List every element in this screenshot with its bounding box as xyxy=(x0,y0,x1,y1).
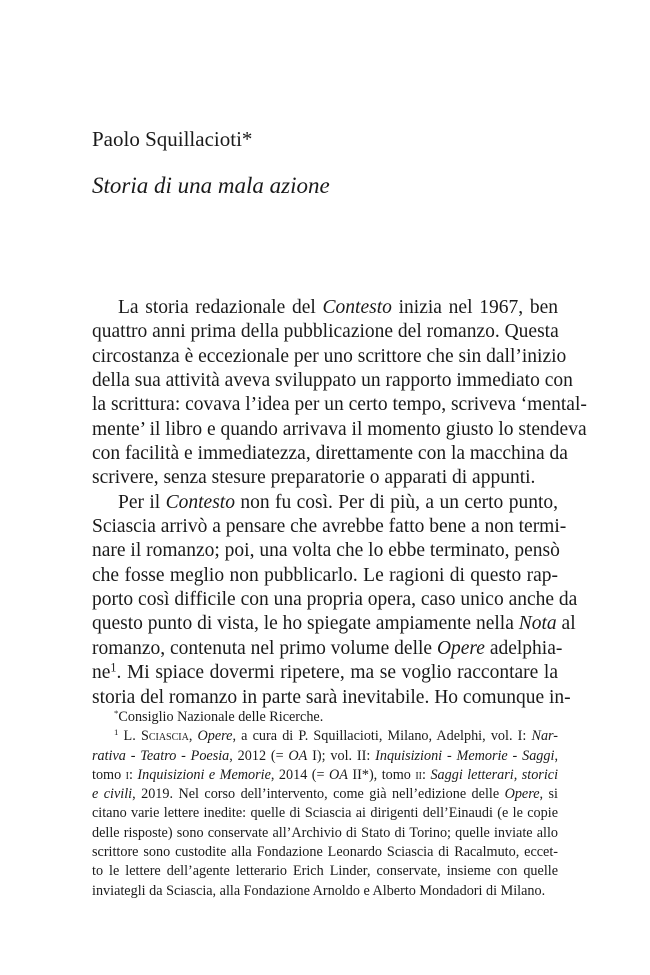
footnote-line: citano varie lettere inedite: quelle di Sciascia ai dirigenti dell’Einaudi (e le copie xyxy=(92,805,558,822)
footnote-ref[interactable]: 1 xyxy=(110,660,117,675)
text-line: con facilità e immediatezza, direttamente con la macchina da xyxy=(92,443,568,465)
text-line: romanzo, contenuta nel primo volume delle Opere adelphia- xyxy=(92,637,563,659)
text-line: scrivere, senza stesure preparatorie o apparati di appunti. xyxy=(92,467,536,489)
text-line: nare il romanzo; poi, una volta che lo ebbe terminato, pensò xyxy=(92,540,560,562)
text-line: della sua attività aveva sviluppato un rapporto immediato con xyxy=(92,370,573,392)
text-line: Per il Contesto non fu così. Per di più, a un certo punto, xyxy=(118,491,558,513)
text-line: che fosse meglio non pubblicarlo. Le ragioni di questo rap- xyxy=(92,564,558,586)
text-line: questo punto di vista, le ho spiegate ampiamente nella Nota al xyxy=(92,613,576,635)
body-text xyxy=(92,296,587,710)
footnote-line: tomo i: Inquisizioni e Memorie, 2014 (= OA II*), tomo ii: Saggi letterari, storici xyxy=(92,766,559,783)
footnote-star: *Consiglio Nazionale delle Ricerche. xyxy=(114,708,324,725)
footnote-line: inviategli da Sciascia, alla Fondazione Arnoldo e Alberto Mondadori di Milano. xyxy=(92,882,546,899)
text-line: mente’ il libro e quando arrivava il momento giusto lo stendeva xyxy=(92,418,587,440)
text-line: circostanza è eccezionale per uno scrittore che sin dall’inizio xyxy=(92,345,567,367)
article-title: Storia di una mala azione xyxy=(92,173,330,198)
footnotes xyxy=(92,708,558,901)
author-name: Paolo Squillacioti* xyxy=(92,127,253,151)
footnote-line: rativa - Teatro - Poesia, 2012 (= OA I); vol. II: Inquisizioni - Memorie - Saggi, xyxy=(92,747,558,764)
text-line: quattro anni prima della pubblicazione del romanzo. Questa xyxy=(92,321,559,343)
footnote-line: delle risposte) sono conservate all’Archivio di Stato di Torino; quelle inviate allo xyxy=(92,824,558,841)
footnote-line: scrittore sono custodite alla Fondazione Leonardo Sciascia di Racalmuto, eccet- xyxy=(92,844,558,861)
text-line: $ne^1$. Mi spiace dovermi ripetere, ma se voglio raccontare la xyxy=(92,660,558,684)
text-line: porto così difficile con una propria opera, caso unico anche da xyxy=(92,589,578,611)
text-line: storia del romanzo in parte sarà inevitabile. Ho comunque in- xyxy=(92,686,571,708)
footnote-1: $^1$ L. Sciascia, Opere, a cura di P. Squillacioti, Milano, Adelphi, vol. I: Nar- xyxy=(114,727,559,745)
footnote-line: to le lettere dell’agente letterario Erich Linder, conservate, insieme con quelle xyxy=(92,863,558,880)
footnote-line: e civili, 2019. Nel corso dell’intervento, come già nell’edizione delle Opere, si xyxy=(92,786,558,803)
text-line: la scrittura: covava l’idea per un certo tempo, scriveva ‘mental- xyxy=(92,394,587,416)
text-line: Sciascia arrivò a pensare che avrebbe fatto bene a non termi- xyxy=(92,516,567,538)
text-line: La storia redazionale del Contesto inizia nel 1967, ben xyxy=(118,297,558,318)
